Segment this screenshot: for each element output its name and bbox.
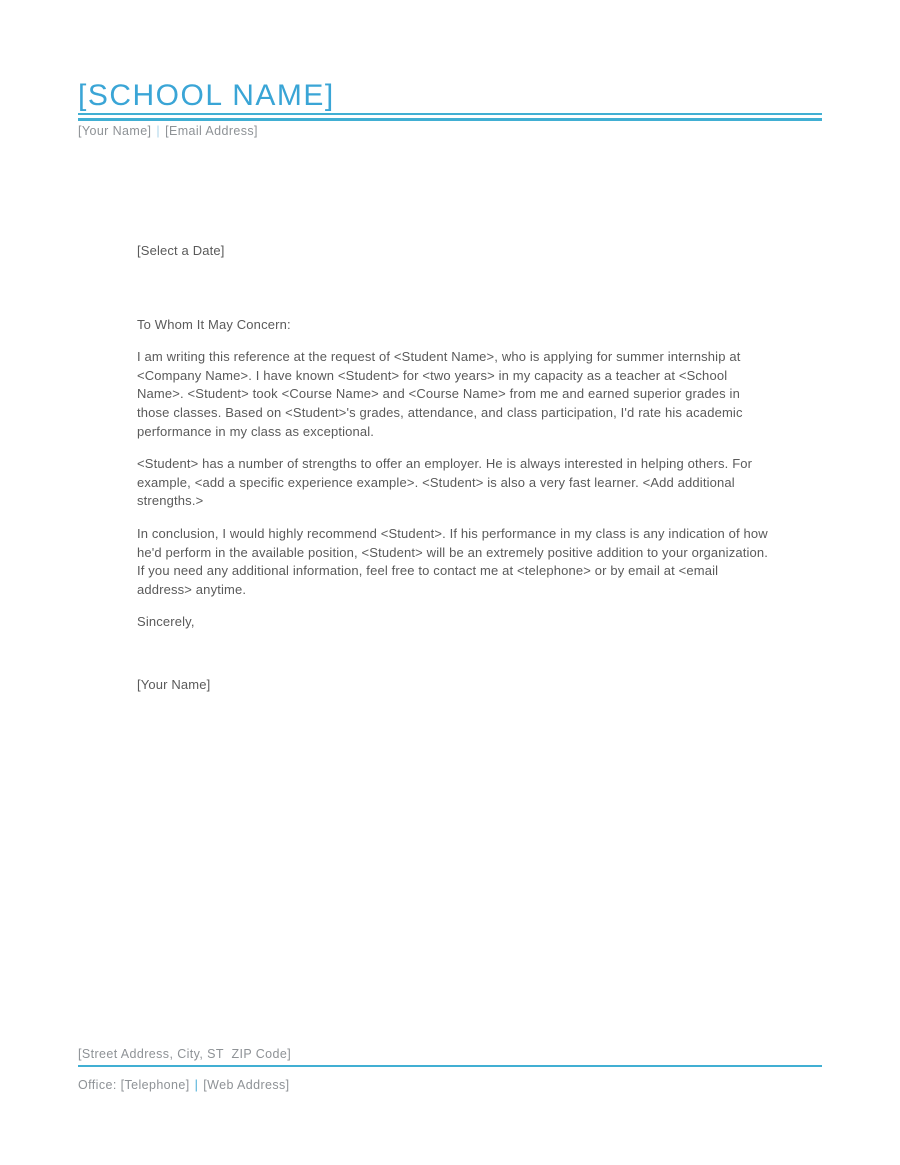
salutation: To Whom It May Concern: xyxy=(137,316,291,332)
office-telephone-placeholder[interactable]: Office: [Telephone] xyxy=(78,1078,190,1092)
header-contact-line xyxy=(78,124,258,138)
school-name-placeholder[interactable]: [SCHOOL NAME] xyxy=(78,79,335,112)
header-double-rule xyxy=(78,113,822,121)
closing: Sincerely, xyxy=(137,614,195,630)
email-address-placeholder[interactable]: [Email Address] xyxy=(165,124,258,138)
footer-separator: | xyxy=(194,1078,199,1092)
street-address-placeholder[interactable]: [Street Address, City, ST ZIP Code] xyxy=(78,1047,292,1061)
footer-rule xyxy=(78,1065,822,1067)
footer-office-line xyxy=(78,1078,290,1092)
web-address-placeholder[interactable]: [Web Address] xyxy=(203,1078,290,1092)
letter-body xyxy=(137,242,769,695)
signature-name-placeholder[interactable]: [Your Name] xyxy=(137,676,211,692)
date-placeholder[interactable]: [Select a Date] xyxy=(137,243,225,258)
body-paragraph-1: I am writing this reference at the request of <Student Name>, who is applying for summer internship at <Company Name>. I have known <Student> for <two years> in my capacity as a teacher at <School Name>. <Student> took <Course Name> and <Course Name> from me and earned superior grades in those classes. Based on <Student>'s grades, attendance, and class participation, I'd rate his academic performance in my class as exceptional. xyxy=(137,349,743,439)
your-name-placeholder[interactable]: [Your Name] xyxy=(78,124,152,138)
body-paragraph-2: <Student> has a number of strengths to offer an employer. He is always interested in helping others. For example, <add a specific experience example>. <Student> is also a very fast learner. <Add additional strengths.> xyxy=(137,456,753,509)
body-paragraph-3: In conclusion, I would highly recommend <Student>. If his performance in my class is any indication of how he'd perform in the available position, <Student> will be an extremely positive addition to your organization. If you need any additional information, feel free to contact me at <telephone> or by email at <email address> anytime. xyxy=(137,525,769,597)
header-separator: | xyxy=(156,124,161,138)
